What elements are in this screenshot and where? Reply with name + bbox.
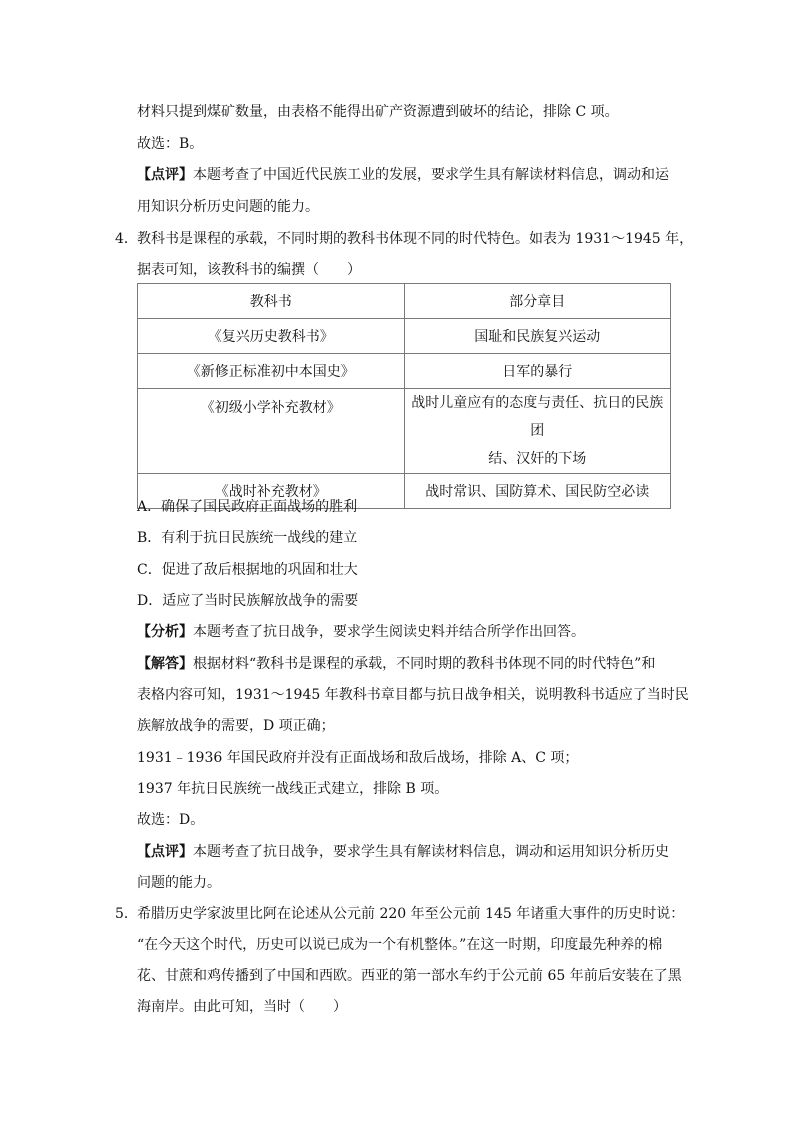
comment-text: 本题考查了中国近代民族工业的发展，要求学生具有解读材料信息，调动和运	[193, 167, 669, 183]
prev-comment-line2: 用知识分析历史问题的能力。	[137, 199, 319, 215]
answer-line5: 1937 年抗日民族统一战线正式建立，排除 B 项。	[137, 781, 449, 797]
table-cell: 《初级小学补充教材》	[138, 389, 405, 474]
table-header-row	[138, 284, 671, 319]
question-number: 5．	[115, 906, 138, 922]
answer-line4: 1931﹣1936 年国民政府并没有正面战场和敌后战场，排除 A、C 项；	[137, 750, 579, 766]
question-number: 4．	[115, 231, 138, 247]
answer-tag: 【解答】	[137, 656, 193, 672]
option-c: C．促进了敌后根据地的巩固和壮大	[137, 562, 358, 578]
option-d: D．适应了当时民族解放战争的需要	[137, 593, 359, 609]
table-cell: 《复兴历史教科书》	[138, 319, 405, 354]
table-cell: 《战时补充教材》	[138, 474, 405, 509]
question-stem-line4: 海南岸。由此可知，当时（ ）	[137, 999, 347, 1015]
table-cell: 国耻和民族复兴运动	[404, 319, 671, 354]
table-header-cell: 部分章目	[404, 284, 671, 319]
comment-line2: 问题的能力。	[137, 875, 221, 891]
option-b: B．有利于抗日民族统一战线的建立	[137, 530, 358, 546]
table-cell: 战时常识、国防算术、国民防空必读	[404, 474, 671, 509]
answer-line2: 表格内容可知，1931～1945 年教科书章目都与抗日战争相关，说明教科书适应了当时民	[137, 687, 689, 703]
question-stem-line2: 据表可知，该教科书的编撰（ ）	[137, 262, 361, 278]
comment-tag: 【点评】	[137, 844, 193, 860]
table-cell: 《新修正标准初中本国史》	[138, 354, 405, 389]
comment-text: 本题考查了抗日战争，要求学生具有解读材料信息，调动和运用知识分析历史	[193, 844, 669, 860]
question-stem-line1: 教科书是课程的承载，不同时期的教科书体现不同的时代特色。如表为 1931～1945 年，	[137, 231, 694, 247]
prev-answer-text: 材料只提到煤矿数量，由表格不能得出矿产资源遭到破坏的结论，排除 C 项。	[137, 104, 619, 120]
question-stem-line3: 花、甘蔗和鸡传播到了中国和西欧。西亚的第一部水车约于公元前 65 年前后安装在了黑	[137, 968, 682, 984]
question-stem-line2: “在今天这个时代，历史可以说已成为一个有机整体。”在这一时期，印度最先种养的棉	[137, 937, 663, 953]
table-cell: 日军的暴行	[404, 354, 671, 389]
prev-choice: 故选：B。	[137, 136, 204, 152]
answer-line1	[137, 656, 655, 672]
table-row	[138, 354, 671, 389]
analysis-line	[137, 624, 585, 640]
textbook-table	[137, 283, 671, 509]
table-row	[138, 319, 671, 354]
prev-comment-line1	[137, 167, 669, 183]
analysis-tag: 【分析】	[137, 624, 193, 640]
option-a: A．确保了国民政府正面战场的胜利	[137, 499, 358, 515]
answer-text: 根据材料“教科书是课程的承载，不同时期的教科书体现不同的时代特色”和	[193, 656, 656, 672]
choice-line: 故选：D。	[137, 812, 205, 828]
comment-tag: 【点评】	[137, 167, 193, 183]
table-cell-line: 结、汉奸的下场	[488, 451, 587, 467]
question-stem-line1: 希腊历史学家波里比阿在论述从公元前 220 年至公元前 145 年诸重大事件的历史时说：	[137, 906, 685, 922]
analysis-text: 本题考查了抗日战争，要求学生阅读史料并结合所学作出回答。	[193, 624, 585, 640]
table-cell-line: 战时儿童应有的态度与责任、抗日的民族团	[411, 395, 664, 439]
table-header-cell: 教科书	[138, 284, 405, 319]
table-cell	[404, 389, 671, 474]
table-row	[138, 389, 671, 474]
answer-line3: 族解放战争的需要，D 项正确；	[137, 718, 335, 734]
comment-line1	[137, 844, 669, 860]
